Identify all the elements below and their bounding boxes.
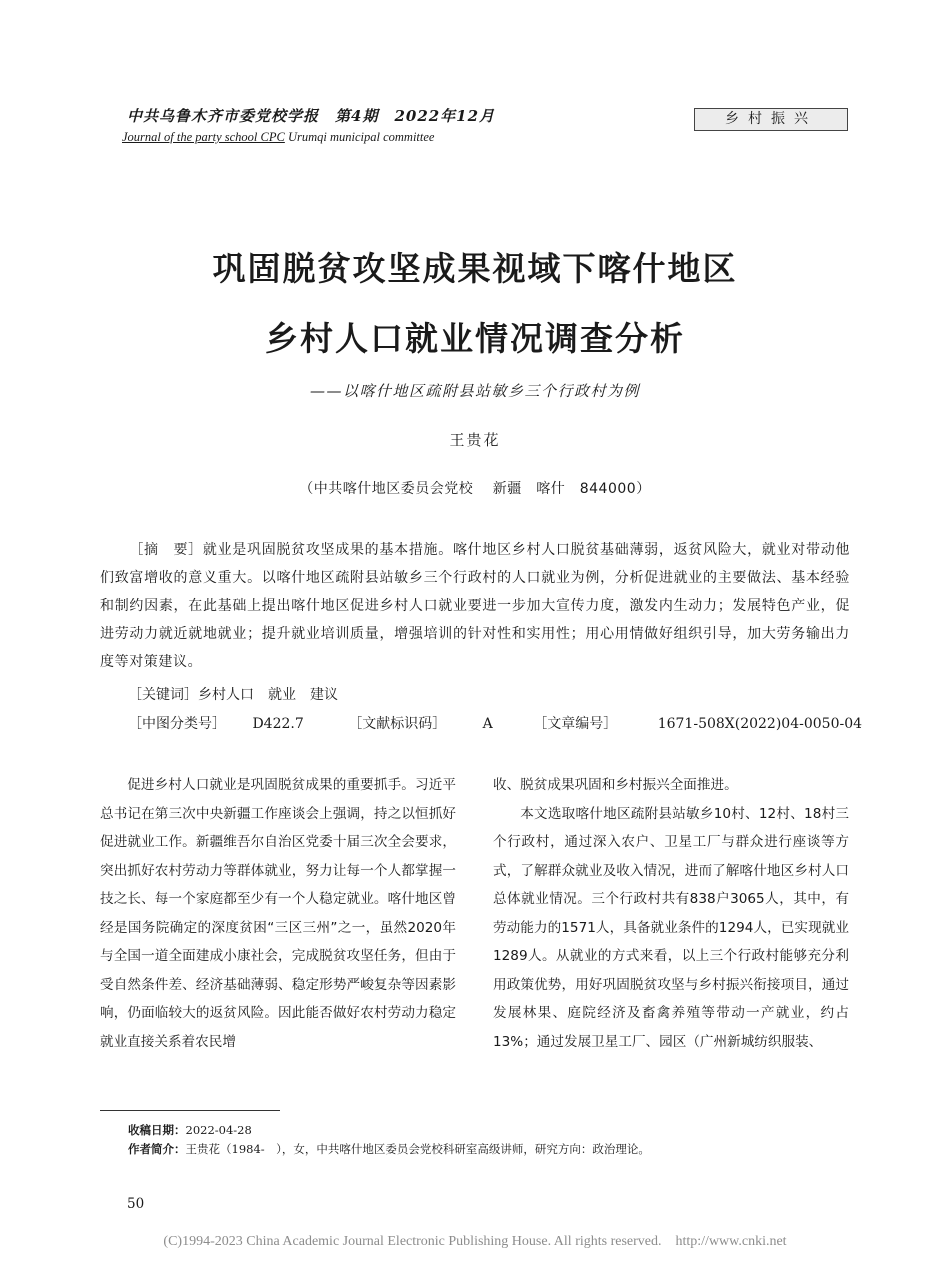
author-bio-value: 王贵花（1984- ），女，中共喀什地区委员会党校科研室高级讲师，研究方向：政治理论。: [185, 1142, 650, 1156]
abstract-text: 就业是巩固脱贫攻坚成果的基本措施。喀什地区乡村人口脱贫基础薄弱，返贫风险大，就业对带动他们致富增收的意义重大。以喀什地区疏附县站敏乡三个行政村的人口就业为例，分析促进就业的主要做法、基本经验和制约因素，在此基础上提出喀什地区促进乡村人口就业要进一步加大宣传力度，激发内生动力；发展特色产业，促进劳动力就近就地就业；提升就业培训质量，增强培训的针对性和实用性；用心用情做好组织引导，加大劳务输出力度等对策建议。: [100, 542, 851, 670]
doc-code-label: ［文献标识码］: [348, 716, 447, 732]
article-number-label: ［文章编号］: [533, 716, 618, 732]
copyright-notice: (C)1994-2023 China Academic Journal Electronic Publishing House. All rights reserved. http://www.cnki.net: [163, 1234, 787, 1249]
journal-title-cn: 中共乌鲁木齐市委党校学报 第4期 2022年12月: [127, 107, 496, 125]
body-column-left: [100, 771, 456, 1056]
keywords-text: 乡村人口 就业 建议: [198, 687, 338, 703]
received-label: 收稿日期：: [128, 1123, 186, 1137]
abstract: [100, 536, 850, 676]
body-column-right: [493, 771, 849, 1056]
clc-label: ［中图分类号］: [128, 716, 226, 732]
journal-title-en-rest: Urumqi municipal committee: [284, 130, 435, 144]
article-title-line2: 乡村人口就业情况调查分析: [265, 319, 685, 358]
clc-value: D422.7: [252, 716, 304, 732]
author-bio-label: 作者简介：: [128, 1142, 186, 1156]
footnote-divider: [100, 1110, 280, 1111]
footnote-author-bio: [128, 1141, 650, 1157]
abstract-label: ［摘 要］: [129, 542, 203, 558]
article-title-line1: 巩固脱贫攻坚成果视域下喀什地区: [212, 249, 738, 288]
received-value: 2022-04-28: [185, 1123, 252, 1137]
page-number: 50: [127, 1196, 145, 1212]
section-tag: 乡村振兴: [694, 108, 848, 131]
journal-title-en-underlined: Journal of the party school CPC: [122, 130, 285, 144]
author-name: 王贵花: [449, 431, 501, 449]
article-subtitle: ——以喀什地区疏附县站敏乡三个行政村为例: [309, 382, 640, 400]
doc-code-value: A: [482, 716, 493, 732]
body-paragraph: 促进乡村人口就业是巩固脱贫成果的重要抓手。习近平总书记在第三次中央新疆工作座谈会上强调，持之以恒抓好促进就业工作。新疆维吾尔自治区党委十届三次全会要求，突出抓好农村劳动力等群体就业，努力让每一个人都掌握一技之长、每一个家庭都至少有一个人稳定就业。喀什地区曾经是国务院确定的深度贫困“三区三州”之一，虽然2020年与全国一道全面建成小康社会，完成脱贫攻坚任务，但由于受自然条件差、经济基础薄弱、稳定形势严峻复杂等因素影响，仍面临较大的返贫风险。因此能否做好农村劳动力稳定就业直接关系着农民增: [100, 777, 456, 1050]
author-affiliation: （中共喀什地区委员会党校 新疆 喀什 844000）: [299, 481, 651, 497]
body-paragraph: 本文选取喀什地区疏附县站敏乡10村、12村、18村三个行政村，通过深入农户、卫星工厂与群众进行座谈等方式，了解群众就业及收入情况，进而了解喀什地区乡村人口总体就业情况。三个行政村共有838户3065人，其中，有劳动能力的1571人，具备就业条件的1294人，已实现就业1289人。从就业的方式来看，以上三个行政村能够充分利用政策优势，用好巩固脱贫攻坚与乡村振兴衔接项目，通过发展林果、庭院经济及畜禽养殖等带动一产就业，约占13%；通过发展卫星工厂、园区（广州新城纺织服装、: [493, 805, 849, 1050]
journal-title-en: [122, 130, 434, 145]
footnote-received: [128, 1122, 252, 1138]
keywords: [128, 684, 338, 704]
article-number-value: 1671-508X(2022)04-0050-04: [657, 716, 863, 732]
keywords-label: ［关键词］: [128, 687, 198, 703]
body-paragraph: 收、脱贫成果巩固和乡村振兴全面推进。: [493, 777, 738, 793]
classification-row: [128, 713, 863, 733]
